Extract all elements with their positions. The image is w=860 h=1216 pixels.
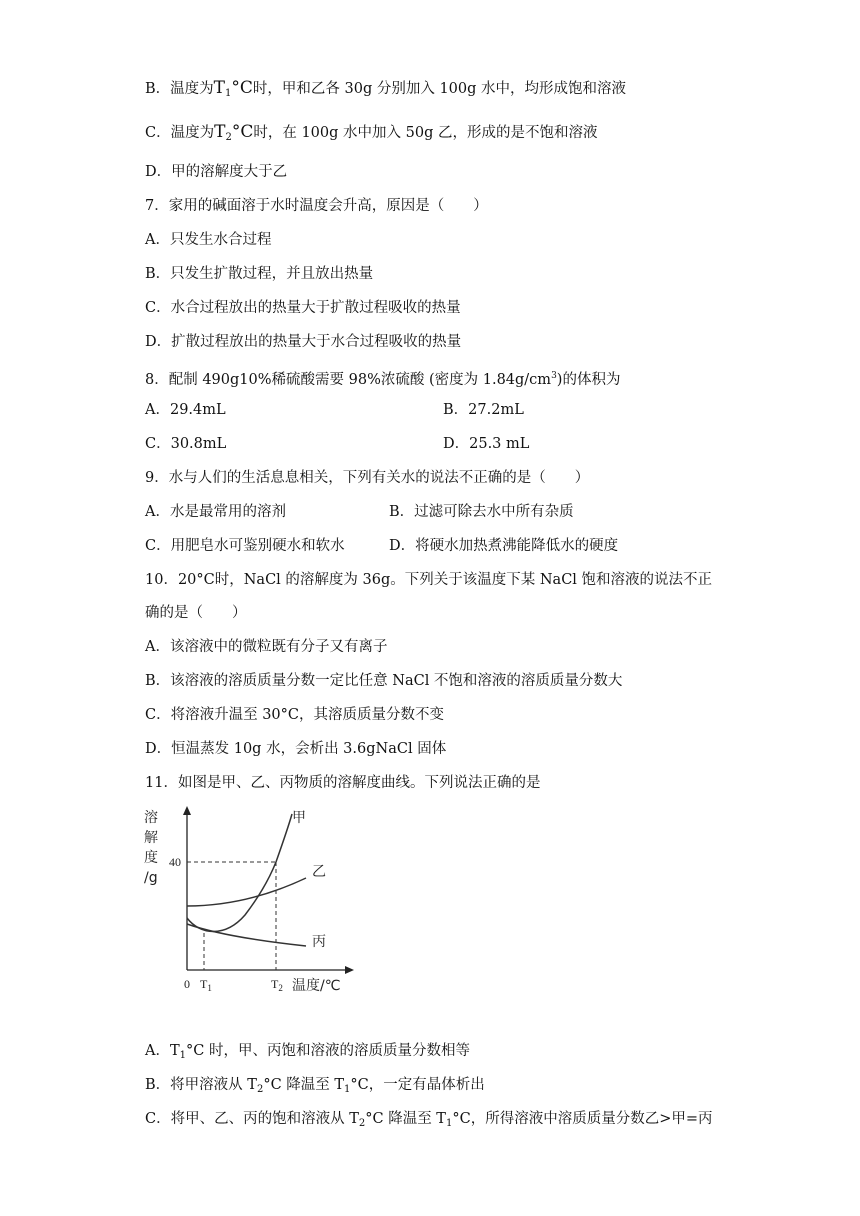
text-fragment: 1 xyxy=(207,983,212,993)
text-fragment: 1 xyxy=(179,1050,187,1061)
q6-option-c xyxy=(145,122,597,148)
q7-option-b: B．只发生扩散过程，并且放出热量 xyxy=(145,266,374,282)
q10-option-c: C．将溶液升温至 30°C，其溶质质量分数不变 xyxy=(145,707,444,723)
q10-option-d: D．恒温蒸发 10g 水，会析出 3.6gNaCl 固体 xyxy=(145,741,447,757)
q11-option-b xyxy=(145,1075,485,1100)
text-fragment: 8．配制 490g10%稀硫酸需要 98%浓硫酸 (密度为 1.84g/cm xyxy=(145,372,552,388)
text-fragment: B．将甲溶液从 T xyxy=(145,1077,257,1093)
text-fragment: 2 xyxy=(358,1118,366,1129)
series-yi-label: 乙 xyxy=(312,864,326,880)
text-fragment: °C 时，甲、丙饱和溶液的溶质质量分数相等 xyxy=(186,1043,470,1059)
series-jia-label: 甲 xyxy=(292,810,306,826)
text-fragment: 时，在 100g 水中加入 50g 乙，形成的是不饱和溶液 xyxy=(253,125,598,141)
q9-option-b: B．过滤可除去水中所有杂质 xyxy=(389,504,574,520)
question-7: 7．家用的碱面溶于水时温度会升高，原因是（ ） xyxy=(145,198,488,214)
text-fragment: A．T xyxy=(145,1043,180,1059)
text-fragment: B．温度为 xyxy=(145,81,214,97)
text-fragment: )的体积为 xyxy=(556,372,621,388)
text-fragment: 2 xyxy=(278,983,283,993)
q7-option-a: A．只发生水合过程 xyxy=(145,232,272,248)
text-fragment: T xyxy=(214,122,226,142)
series-bing-line xyxy=(187,924,306,946)
q7-option-c: C．水合过程放出的热量大于扩散过程吸收的热量 xyxy=(145,300,461,316)
text-fragment: C．温度为 xyxy=(145,125,215,141)
q8-option-c: C．30.8mL xyxy=(145,436,227,452)
q8-option-b: B．27.2mL xyxy=(443,402,524,418)
text-fragment: 2 xyxy=(256,1084,264,1095)
ylabel-char-2: 解 xyxy=(144,830,158,846)
text-fragment: 2 xyxy=(225,132,232,143)
series-yi-line xyxy=(187,878,306,906)
ylabel-char-3: 度 xyxy=(144,850,158,866)
question-9: 9．水与人们的生活息息相关，下列有关水的说法不正确的是（ ） xyxy=(145,470,590,486)
x-tick-t2 xyxy=(271,977,283,993)
q11-option-c xyxy=(145,1109,713,1134)
text-fragment: °C 降温至 T xyxy=(263,1077,345,1093)
q9-option-a: A．水是最常用的溶剂 xyxy=(145,504,286,520)
text-fragment: °C xyxy=(231,122,254,142)
text-fragment: °C xyxy=(231,78,253,98)
q8-option-a: A．29.4mL xyxy=(145,402,226,418)
q11-option-a xyxy=(145,1041,470,1066)
text-fragment: T xyxy=(213,78,225,98)
text-fragment: T xyxy=(271,977,279,991)
q6-option-b xyxy=(145,78,626,104)
text-fragment: °C 降温至 T xyxy=(365,1111,446,1127)
q10-option-a: A．该溶液中的微粒既有分子又有离子 xyxy=(145,639,388,655)
origin-label: 0 xyxy=(184,977,190,991)
solubility-curve-chart xyxy=(140,800,370,1000)
text-fragment: 3 xyxy=(551,371,557,381)
text-fragment: °C，所得溶液中溶质质量分数乙>甲=丙 xyxy=(452,1111,713,1127)
text-fragment: 1 xyxy=(445,1118,453,1129)
text-fragment: T xyxy=(200,977,208,991)
text-fragment: C．将甲、乙、丙的饱和溶液从 T xyxy=(145,1111,359,1127)
text-fragment: °C，一定有晶体析出 xyxy=(350,1077,485,1093)
question-8 xyxy=(145,366,620,390)
question-10-line-2: 确的是（ ） xyxy=(145,605,247,621)
text-fragment: 1 xyxy=(225,88,232,99)
x-tick-t1 xyxy=(200,977,212,993)
q9-option-d: D．将硬水加热煮沸能降低水的硬度 xyxy=(389,538,619,554)
q6-option-d: D．甲的溶解度大于乙 xyxy=(145,164,288,180)
text-fragment: 1 xyxy=(344,1084,351,1095)
x-axis-label: 温度/℃ xyxy=(292,978,341,994)
question-10-line-1: 10．20°C时，NaCl 的溶解度为 36g。下列关于该温度下某 NaCl 饱和溶液的说法不正 xyxy=(145,572,713,588)
question-11: 11．如图是甲、乙、丙物质的溶解度曲线。下列说法正确的是 xyxy=(145,775,541,791)
text-fragment: 时，甲和乙各 30g 分别加入 100g 水中，均形成饱和溶液 xyxy=(252,81,627,97)
q7-option-d: D．扩散过程放出的热量大于水合过程吸收的热量 xyxy=(145,334,462,350)
q10-option-b: B．该溶液的溶质质量分数一定比任意 NaCl 不饱和溶液的溶质质量分数大 xyxy=(145,673,623,689)
q9-option-c: C．用肥皂水可鉴别硬水和软水 xyxy=(145,538,345,554)
x-axis-arrow xyxy=(345,966,354,974)
y-tick-40: 40 xyxy=(169,855,181,869)
series-bing-label: 丙 xyxy=(312,934,326,950)
q8-option-d: D．25.3 mL xyxy=(443,436,530,452)
y-axis-arrow xyxy=(183,806,191,815)
ylabel-char-4: /g xyxy=(144,870,158,886)
ylabel-char-1: 溶 xyxy=(144,810,158,826)
